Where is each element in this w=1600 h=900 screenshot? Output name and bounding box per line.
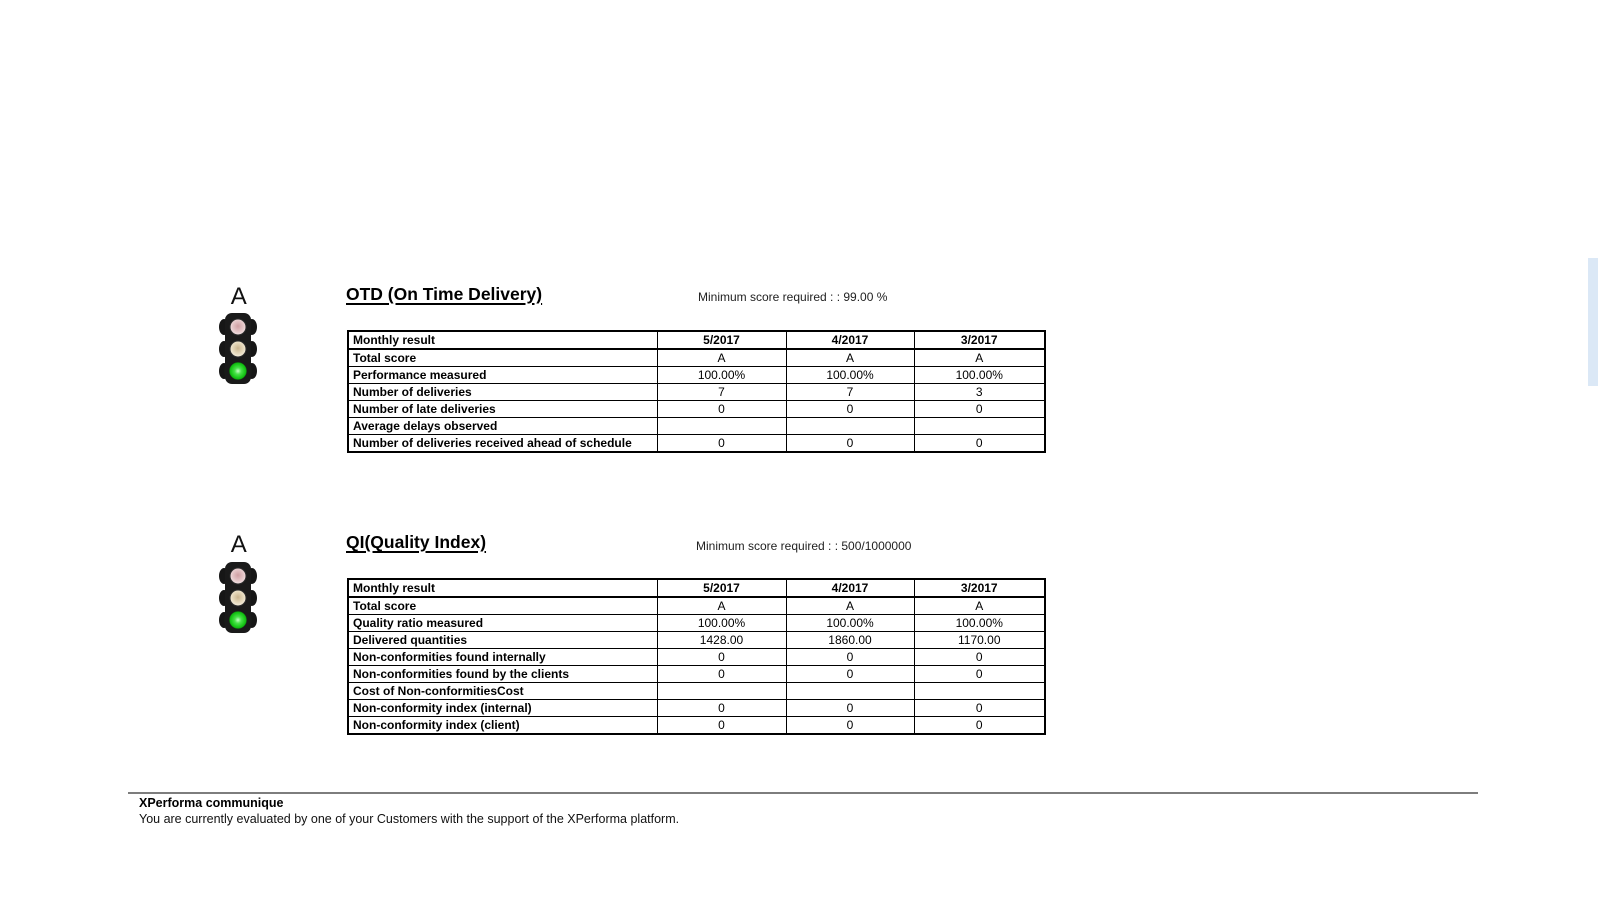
row-label-cell: Average delays observed bbox=[348, 418, 657, 435]
value-cell: A bbox=[786, 349, 914, 367]
value-cell: 100.00% bbox=[657, 367, 786, 384]
value-cell: 3 bbox=[914, 384, 1045, 401]
value-cell: A bbox=[657, 349, 786, 367]
value-cell: 0 bbox=[786, 401, 914, 418]
otd-table bbox=[347, 330, 1046, 453]
row-label-cell: Delivered quantities bbox=[348, 632, 657, 649]
value-cell: 100.00% bbox=[786, 367, 914, 384]
table-row bbox=[348, 666, 1045, 683]
header-label-cell: Monthly result bbox=[348, 331, 657, 349]
value-cell: 7 bbox=[786, 384, 914, 401]
otd-table-body bbox=[348, 331, 1045, 452]
vertical-scrollbar-thumb[interactable] bbox=[1588, 258, 1598, 386]
table-row bbox=[348, 349, 1045, 367]
value-cell: 0 bbox=[914, 435, 1045, 453]
header-label-cell: Monthly result bbox=[348, 579, 657, 597]
value-cell: 100.00% bbox=[914, 615, 1045, 632]
table-row bbox=[348, 615, 1045, 632]
footer-divider bbox=[128, 792, 1478, 794]
value-cell: 1860.00 bbox=[786, 632, 914, 649]
value-cell: A bbox=[914, 597, 1045, 615]
table-row bbox=[348, 717, 1045, 735]
value-cell: 1170.00 bbox=[914, 632, 1045, 649]
table-row bbox=[348, 649, 1045, 666]
value-cell: 7 bbox=[657, 384, 786, 401]
value-cell: 1428.00 bbox=[657, 632, 786, 649]
qi-grade-letter: A bbox=[230, 531, 248, 558]
row-label-cell: Number of late deliveries bbox=[348, 401, 657, 418]
value-cell: 0 bbox=[657, 666, 786, 683]
row-label-cell: Non-conformity index (client) bbox=[348, 717, 657, 735]
value-cell bbox=[786, 683, 914, 700]
month-column-header: 5/2017 bbox=[657, 331, 786, 349]
value-cell: 0 bbox=[914, 649, 1045, 666]
value-cell: 100.00% bbox=[786, 615, 914, 632]
value-cell: 0 bbox=[914, 666, 1045, 683]
month-column-header: 3/2017 bbox=[914, 331, 1045, 349]
qi-table bbox=[347, 578, 1046, 735]
value-cell: 0 bbox=[657, 649, 786, 666]
qi-table-body bbox=[348, 579, 1045, 734]
value-cell: A bbox=[786, 597, 914, 615]
row-label-cell: Quality ratio measured bbox=[348, 615, 657, 632]
table-row bbox=[348, 632, 1045, 649]
value-cell: 0 bbox=[657, 717, 786, 735]
month-column-header: 4/2017 bbox=[786, 579, 914, 597]
row-label-cell: Non-conformity index (internal) bbox=[348, 700, 657, 717]
value-cell: 0 bbox=[657, 401, 786, 418]
row-label-cell: Cost of Non-conformitiesCost bbox=[348, 683, 657, 700]
row-label-cell: Total score bbox=[348, 597, 657, 615]
row-label-cell: Total score bbox=[348, 349, 657, 367]
table-row bbox=[348, 401, 1045, 418]
row-label-cell: Number of deliveries received ahead of schedule bbox=[348, 435, 657, 453]
table-row bbox=[348, 418, 1045, 435]
otd-grade-letter: A bbox=[230, 283, 248, 310]
table-header-row bbox=[348, 331, 1045, 349]
month-column-header: 5/2017 bbox=[657, 579, 786, 597]
row-label-cell: Non-conformities found internally bbox=[348, 649, 657, 666]
value-cell: 0 bbox=[786, 700, 914, 717]
value-cell: 0 bbox=[786, 649, 914, 666]
footer-body-text: You are currently evaluated by one of your Customers with the support of the XPerforma platform. bbox=[139, 812, 680, 826]
table-row bbox=[348, 700, 1045, 717]
month-column-header: 4/2017 bbox=[786, 331, 914, 349]
value-cell: 0 bbox=[657, 435, 786, 453]
table-row bbox=[348, 435, 1045, 453]
qi-traffic-light-green-icon bbox=[219, 561, 257, 635]
otd-traffic-light-green-icon bbox=[219, 312, 257, 386]
value-cell: 0 bbox=[914, 717, 1045, 735]
value-cell bbox=[657, 418, 786, 435]
value-cell bbox=[786, 418, 914, 435]
row-label-cell: Number of deliveries bbox=[348, 384, 657, 401]
value-cell: 0 bbox=[786, 666, 914, 683]
value-cell: 100.00% bbox=[657, 615, 786, 632]
value-cell: A bbox=[657, 597, 786, 615]
otd-min-score-label: Minimum score required : : 99.00 % bbox=[698, 290, 888, 304]
otd-section-title: OTD (On Time Delivery) bbox=[346, 284, 543, 304]
row-label-cell: Non-conformities found by the clients bbox=[348, 666, 657, 683]
table-row bbox=[348, 384, 1045, 401]
value-cell: 0 bbox=[914, 401, 1045, 418]
table-row bbox=[348, 683, 1045, 700]
table-row bbox=[348, 597, 1045, 615]
value-cell bbox=[914, 683, 1045, 700]
value-cell: 0 bbox=[914, 700, 1045, 717]
row-label-cell: Performance measured bbox=[348, 367, 657, 384]
footer-heading: XPerforma communique bbox=[139, 796, 284, 810]
value-cell: 0 bbox=[786, 717, 914, 735]
value-cell bbox=[914, 418, 1045, 435]
value-cell: A bbox=[914, 349, 1045, 367]
month-column-header: 3/2017 bbox=[914, 579, 1045, 597]
table-header-row bbox=[348, 579, 1045, 597]
value-cell bbox=[657, 683, 786, 700]
value-cell: 0 bbox=[786, 435, 914, 453]
qi-min-score-label: Minimum score required : : 500/1000000 bbox=[696, 539, 912, 553]
qi-section-title: QI(Quality Index) bbox=[346, 532, 487, 552]
value-cell: 100.00% bbox=[914, 367, 1045, 384]
value-cell: 0 bbox=[657, 700, 786, 717]
table-row bbox=[348, 367, 1045, 384]
